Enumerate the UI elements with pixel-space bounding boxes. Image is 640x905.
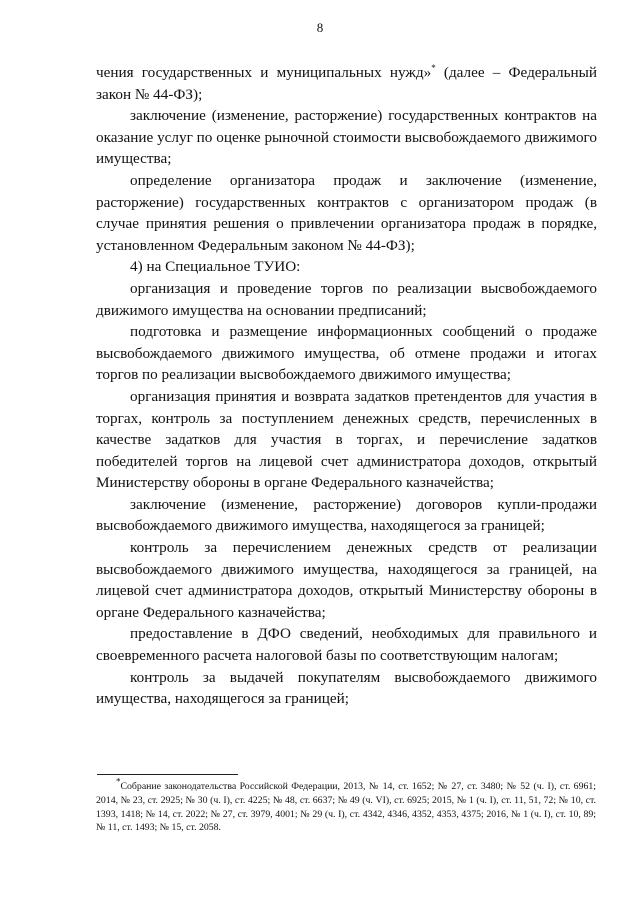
- footnote-separator: [97, 774, 238, 775]
- footnote-text: Собрание законодательства Российской Федерации, 2013, № 14, ст. 1652; № 27, ст. 3480; № 52 (ч. I), ст. 6961; 2014, № 23, ст. 2925; № 30 (ч. I), ст. 4225; № 48, ст. 6637; № 49 (ч. VI), ст. 6925; 2015, № 1 (ч. I), ст. 11, 51, 72; № 10, ст. 1393, 1418; № 14, ст. 2022; № 27, ст. 3979, 4001; № 29 (ч. I), ст. 4342, 4346, 4352, 4353, 4375; 2016, № 1 (ч. I), ст. 10, 89; № 11, ст. 1493; № 15, ст. 2058.: [96, 781, 596, 834]
- paragraph: 4) на Специальное ТУИО:: [130, 258, 301, 276]
- document-body: [96, 62, 597, 710]
- paragraph: предоставление в ДФО сведений, необходимых для правильного и своевременного расчета налоговой базы по соответствующим налогам;: [96, 625, 597, 665]
- page-number: 8: [316, 20, 324, 35]
- paragraph: организация принятия и возврата задатков претендентов для участия в торгах, контроль за поступлением денежных средств, перечисленных в качестве задатков для участия в торгах, и перечисление задатков победителей торгов на лицевой счет администратора доходов, открытый Министерству обороны в органе Федерального казначейства;: [96, 387, 597, 492]
- paragraph: заключение (изменение, расторжение) государственных контрактов на оказание услуг по оценке рыночной стоимости высвобождаемого движимого имущества;: [96, 107, 597, 168]
- footnote-reference: *: [431, 62, 436, 73]
- paragraph: контроль за выдачей покупателям высвобождаемого движимого имущества, находящегося за границей;: [96, 668, 597, 708]
- footnote: [96, 776, 596, 835]
- paragraph: контроль за перечислением денежных средств от реализации высвобождаемого движимого имущества, находящегося за границей, на лицевой счет администратора доходов, открытый Министерству обороны в органе Федерального казначейства;: [96, 539, 597, 621]
- paragraph-text: чения государственных и муниципальных нужд»: [96, 64, 432, 81]
- paragraph: определение организатора продаж и заключение (изменение, расторжение) государственных контрактов с организатором продаж (в случае принятия решения о привлечении организатора продаж в порядке, установленном Федеральным законом № 44-ФЗ);: [96, 171, 597, 254]
- footnote-mark: *: [116, 776, 121, 787]
- paragraph: [96, 62, 597, 105]
- paragraph: организация и проведение торгов по реализации высвобождаемого движимого имущества на основании предписаний;: [96, 279, 597, 319]
- paragraph: подготовка и размещение информационных сообщений о продаже высвобождаемого движимого имущества, об отмене продажи и итогах торгов по реализации высвобождаемого движимого имущества;: [96, 323, 597, 384]
- paragraph: заключение (изменение, расторжение) договоров купли-продажи высвобождаемого движимого имущества, находящегося за границей;: [96, 495, 597, 535]
- paragraph-text-after: (далее – Федеральный закон № 44-ФЗ);: [96, 64, 597, 103]
